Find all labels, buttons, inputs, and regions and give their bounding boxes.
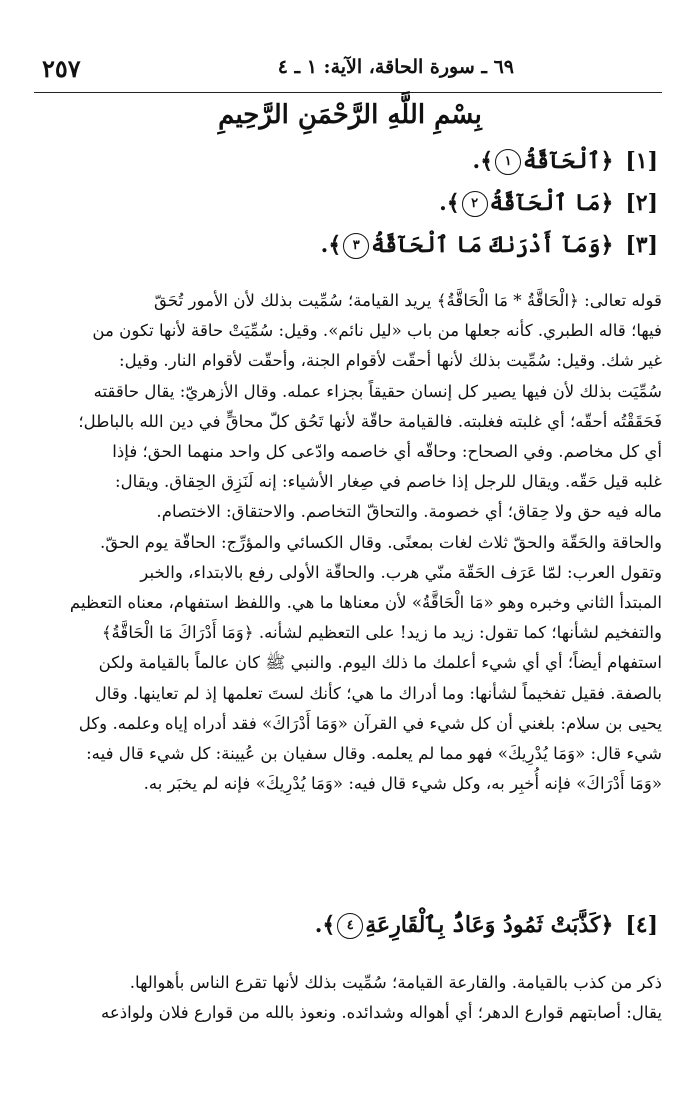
ornate-bracket-open: ﴿ [600,232,614,258]
ornate-bracket-open: ﴿ [600,148,614,174]
commentary-line: يقال: أصابتهم قوارع الدهر؛ أي أهواله وشدائده. ونعوذ بالله من قوارع فلان ولواذعه [100,1003,662,1023]
commentary-line: أي كل مخاصم. وفي الصحاح: وحاقّه أي خاصمه وادّعى كل واحد منهما الحق؛ فإذا [112,442,662,462]
commentary-line: غلبه قيل حَقّه. ويقال للرجل إذا خاصم في صِغار الأشياء: إنه لَنَزِق الحِقاق. ويقال: [115,472,662,492]
commentary-line: ذكر من كذب بالقيامة. والقارعة القيامة؛ سُمِّيت بذلك لأنها تقرع الناس بأهوالها. [129,973,662,992]
commentary-line: ماله فيه حق ولا حِقاق؛ أي خصومة. والتحاقّ التخاصم. والاحتقاق: الاختصام. [156,502,662,522]
verse-2 [439,190,658,230]
verse-number: [٣] [625,232,658,258]
ornate-bracket-open: ﴿ [600,190,614,216]
ayah-marker-icon: ١ [495,149,521,175]
commentary-line: فَحَقَقْتُه أحقّه؛ أي غلبته فغلبته. فالقيامة حاقّة لأنها تَحُق كلّ محاقٍّ في دين الله بالباطل؛ [78,411,662,431]
page-number: ٢٥٧ [42,54,81,83]
verse-end: . [439,190,447,216]
verse-4 [315,912,658,952]
verse-text: وَمَآ أَدْرَىٰكَ مَا ٱلْحَآقَّةُ [371,232,601,258]
verse-text: مَا ٱلْحَآقَّةُ [489,190,601,216]
ayah-marker-icon: ٢ [462,191,488,217]
verse-3 [321,232,658,272]
commentary-line: سُمِّيَت بذلك لأن فيها يصير كل إنسان حقيقاً بجزاء عمله. وقال الأزهريّ: يقال حاققته [93,381,662,401]
ayah-marker-icon: ٤ [337,913,363,939]
verse-number: [١] [625,148,658,174]
ornate-bracket-close: ﴾ [328,232,342,258]
verse-text: كَذَّبَتْ ثَمُودُ وَعَادٌۢ بِٱلْقَارِعَةِ [365,912,601,938]
commentary-line: المبتدأ الثاني وخبره وهو «مَا الْحَاقَّةُ» لأن معناها ما هي. واللفظ استفهام، معناه التعظيم [69,593,662,613]
ornate-bracket-close: ﴾ [446,190,460,216]
commentary-line: بالصفة. فقيل تفخيماً لشأنها: وما أدراك ما هي؛ كأنك لستَ تعلمها إذ لم تعاينها. وقال [94,683,662,703]
commentary-line: فيها؛ قاله الطبري. كأنه جعلها من باب «ليل نائم». وقيل: سُمِّيَتْ حاقة لأنها تكون من [92,321,662,341]
commentary-line: والتفخيم لشأنها؛ كما تقول: زيد ما زيد! على التعظيم لشأنه. ﴿وَمَا أَدْرَاكَ مَا الْحَاقَّةُ﴾ [101,623,662,643]
basmala: بِسْمِ اللَّهِ الرَّحْمَنِ الرَّحِيمِ [218,100,482,130]
commentary-verse-4 [32,968,662,1028]
verse-number: [٤] [625,912,658,938]
ayah-marker-icon: ٣ [343,233,369,259]
commentary-line: «وَمَا أَدْرَاكَ» فإنه أُخبِر به، وكل شيء قال فيه: «وَمَا يُدْرِيكَ» فإنه لم يخبَر به. [143,774,662,794]
running-title: ٦٩ ـ سورة الحاقة، الآية: ١ ـ ٤ [277,56,514,78]
page-header [34,56,664,86]
ornate-bracket-close: ﴾ [480,148,494,174]
commentary-verses-1-3 [32,286,662,799]
ornate-bracket-open: ﴿ [600,912,614,938]
verse-end: . [472,148,481,174]
commentary-line: شيء قال: «وَمَا يُدْرِيكَ» فهو مما لم يعلمه. وقال سفيان بن عُيينة: كل شيء قال فيه: [86,744,662,764]
ornate-bracket-close: ﴾ [322,912,336,938]
verse-end: . [314,912,323,938]
commentary-line: وتقول العرب: لمّا عَرَف الحَقّة منّي هرب. والحاقّة الأولى رفع بالابتداء، والخبر [140,562,662,582]
commentary-line: استفهام أيضاً؛ أي أي شيء أعلمك ما ذلك اليوم. والنبي ﷺ كان عالماً بالقيامة ولكن [98,653,662,673]
header-rule [34,92,662,93]
verse-number: [٢] [625,190,658,216]
verse-1 [473,148,658,188]
commentary-line: غير شك. وقيل: سُمِّيت بذلك لأنها أحقّت لأقوام الجنة، وأحقّت لأقوام النار. وقيل: [119,351,662,371]
commentary-line: والحاقة والحَقّة والحقّ ثلاث لغات بمعنًى. وقال الكسائي والمؤرِّج: الحاقّة يوم الحقّ. [100,532,662,552]
commentary-line: قوله تعالى: ﴿الْحَاقَّةُ * مَا الْحَاقَّةُ﴾ يريد القيامة؛ سُمِّيت بذلك لأن الأمور تُحَقّ [154,291,662,310]
verse-end: . [320,232,329,258]
commentary-line: يحيى بن سلام: بلغني أن كل شيء في القرآن «وَمَا أَدْرَاكَ» فقد أدراه إياه وعلمه. وكل [78,713,662,733]
verse-text: ٱلْحَآقَّةُ [523,148,601,174]
